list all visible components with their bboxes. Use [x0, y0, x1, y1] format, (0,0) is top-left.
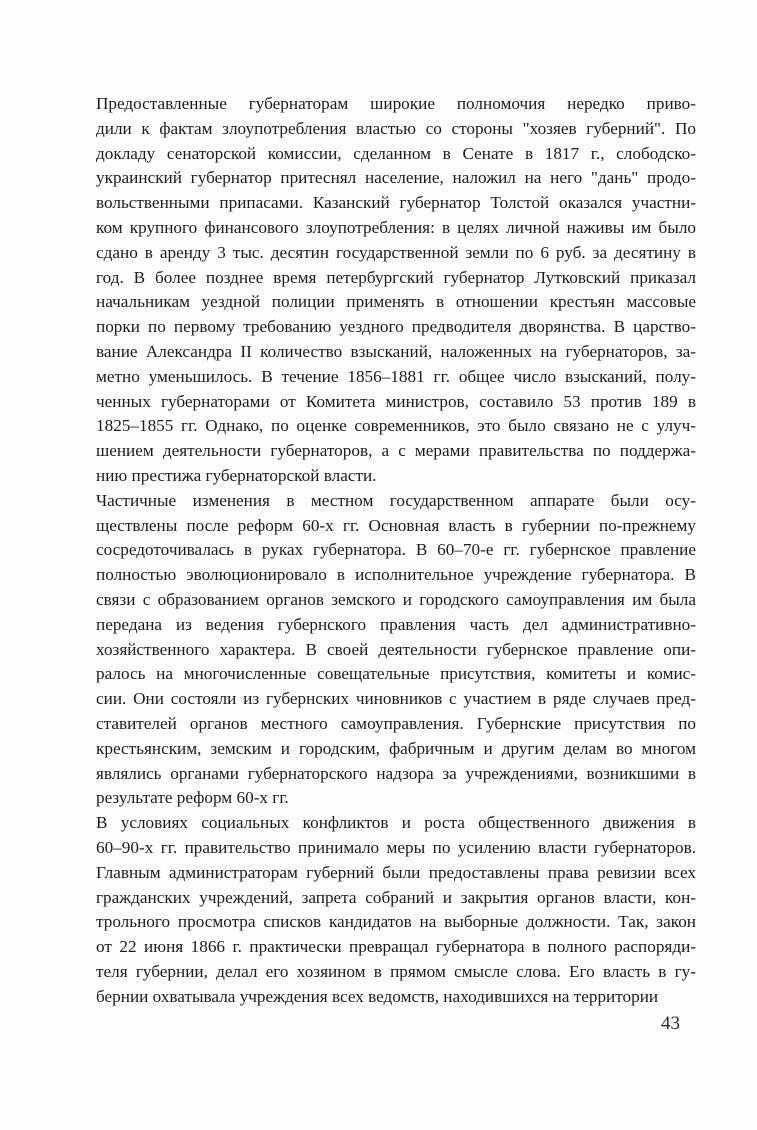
text-line: вольственными припасами. Казанский губернатор Толстой оказался участни-	[96, 193, 696, 213]
text-line: сдано в аренду 3 тыс. десятин государственной земли по 6 руб. за десятину в	[96, 242, 696, 262]
text-line: порки по первому требованию уездного предводителя дворянства. В царство-	[96, 317, 696, 337]
text-line: 60–90-х гг. правительство принимало меры по усилению власти губернаторов.	[96, 837, 696, 857]
text-line: докладу сенаторской комиссии, сделанном в Сенате в 1817 г., слободско-	[96, 143, 696, 163]
text-line: ставителей органов местного самоуправления. Губернские присутствия по	[96, 713, 696, 733]
text-line: ществлены после реформ 60-х гг. Основная власть в губернии по-прежнему	[96, 515, 696, 535]
text-line: В условиях социальных конфликтов и роста общественного движения в	[96, 813, 696, 833]
text-line: гражданских учреждений, запрета собраний и закрытия органов власти, кон-	[96, 887, 696, 907]
paragraph	[96, 811, 696, 1009]
text-line: вание Александра II количество взысканий, наложенных на губернаторов, за-	[96, 341, 696, 361]
text-line: метно уменьшилось. В течение 1856–1881 гг. общее число взысканий, полу-	[96, 366, 696, 386]
text-line: трольного просмотра списков кандидатов на выборные должности. Так, закон	[96, 912, 696, 932]
text-line: являлись органами губернаторского надзора за учреждениями, возникшими в	[96, 763, 696, 783]
text-line: год. В более позднее время петербургский губернатор Лутковский приказал	[96, 267, 696, 287]
paragraph	[96, 489, 696, 811]
text-line: украинский губернатор притеснял население, наложил на него "дань" продо-	[96, 168, 696, 188]
text-line: ком крупного финансового злоупотребления: в целях личной наживы им было	[96, 217, 696, 237]
text-line: дили к фактам злоупотребления властью со стороны "хозяев губерний". По	[96, 118, 696, 138]
text-line: ченных губернаторами от Комитета министров, составило 53 против 189 в	[96, 391, 696, 411]
text-line: сосредоточивалась в руках губернатора. В 60–70-е гг. губернское правление	[96, 540, 696, 560]
text-line: Частичные изменения в местном государственном аппарате были осу-	[96, 490, 696, 510]
text-line: хозяйственного характера. В своей деятельности губернское правление опи-	[96, 639, 696, 659]
text-line: передана из ведения губернского правления часть дел административно-	[96, 614, 696, 634]
body-text	[96, 92, 696, 1009]
text-line: крестьянским, земским и городским, фабричным и другим делам во многом	[96, 738, 696, 758]
text-line: результате реформ 60-х гг.	[96, 788, 289, 808]
text-line: бернии охватывала учреждения всех ведомств, находившихся на территории	[96, 986, 659, 1006]
text-line: нию престижа губернаторской власти.	[96, 465, 377, 485]
text-line: сии. Они состояли из губернских чиновников с участием в ряде случаев пред-	[96, 689, 696, 709]
text-line: от 22 июня 1866 г. практически превращал губернатора в полного распоряди-	[96, 937, 696, 957]
text-line: полностью эволюционировало в исполнительное учреждение губернатора. В	[96, 565, 696, 585]
text-line: 1825–1855 гг. Однако, по оценке современников, это было связано не с улуч-	[96, 416, 696, 436]
text-line: связи с образованием органов земского и городского самоуправления им была	[96, 589, 696, 609]
text-line: Предоставленные губернаторам широкие полномочия нередко приво-	[96, 94, 696, 113]
page-number: 43	[661, 1013, 680, 1034]
text-line: Главным администраторам губерний были предоставлены права ревизии всех	[96, 862, 696, 882]
text-line: начальникам уездной полиции применять в отношении крестьян массовые	[96, 292, 696, 312]
paragraph	[96, 92, 696, 489]
text-line: ралось на многочисленные совещательные присутствия, комитеты и комис-	[96, 664, 696, 684]
text-line: шением деятельности губернаторов, а с мерами правительства по поддержа-	[96, 441, 696, 461]
text-line: теля губернии, делал его хозяином в прямом смысле слова. Его власть в гу-	[96, 961, 696, 981]
